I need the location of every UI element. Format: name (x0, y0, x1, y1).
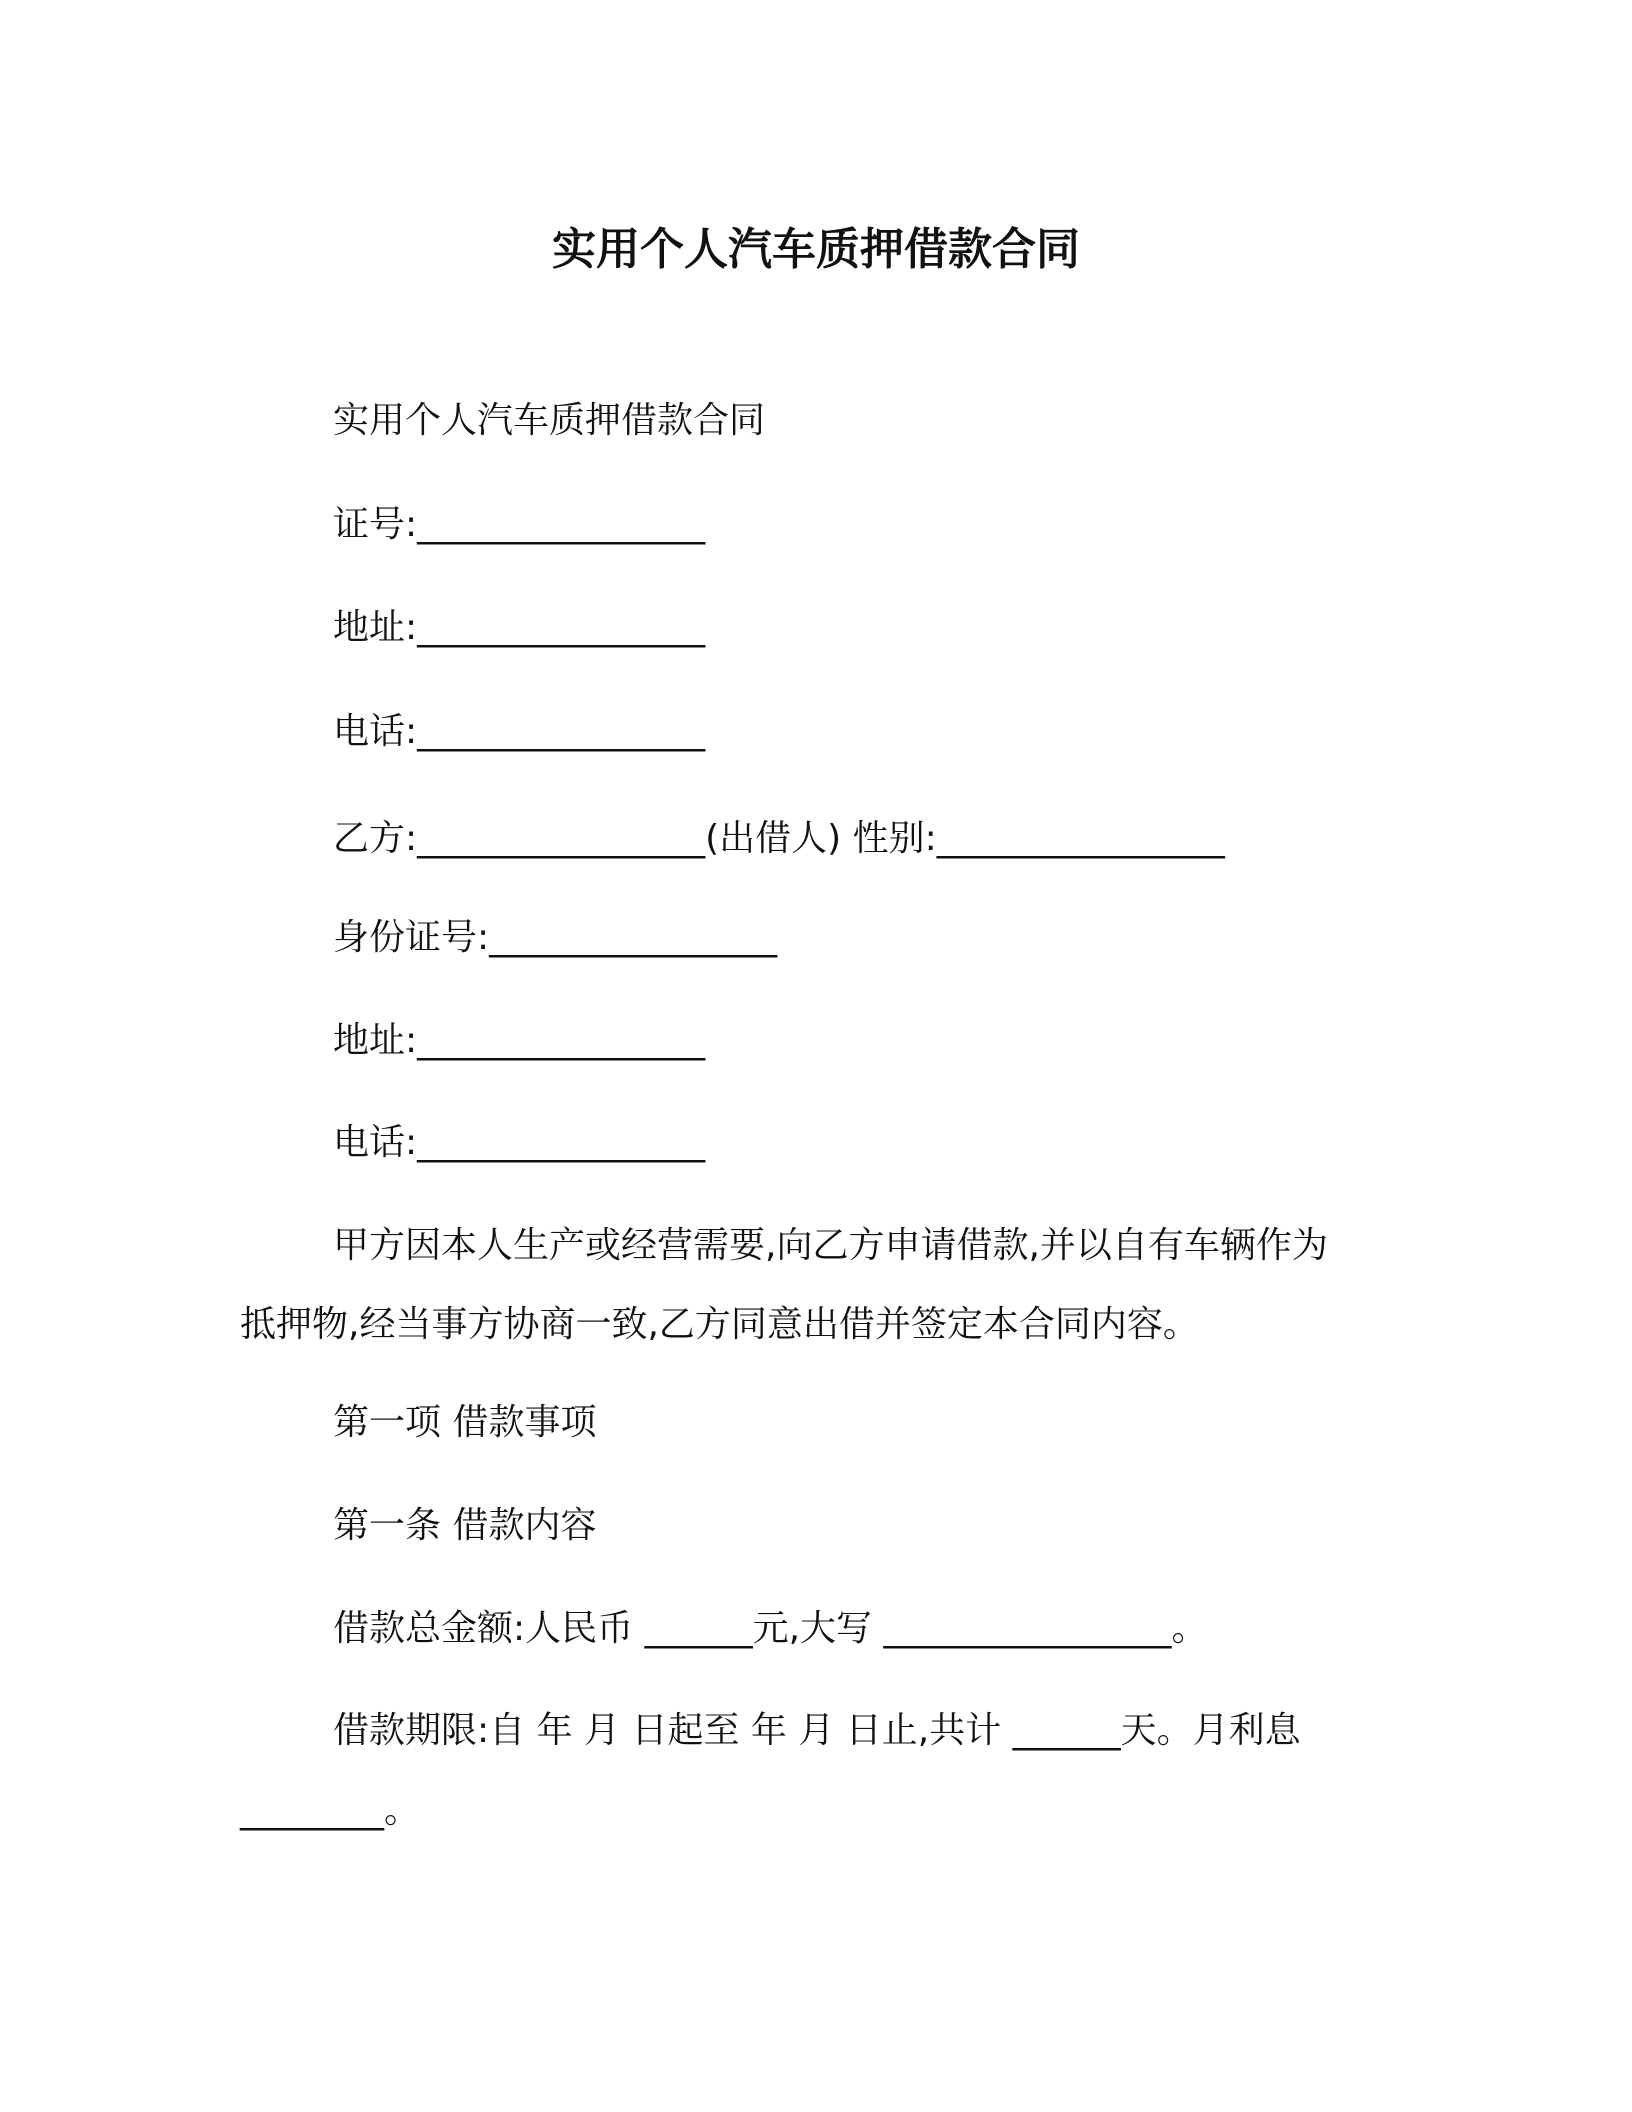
loan-term-line-2: ________。 (240, 1790, 421, 1831)
party-a-phone-line: 电话:________________ (333, 711, 706, 752)
party-b-address-line: 地址:________________ (333, 1020, 706, 1061)
document-title: 实用个人汽车质押借款合同 (552, 224, 1080, 275)
party-b-id-line: 身份证号:________________ (333, 917, 778, 958)
party-a-id-line: 证号:________________ (333, 504, 706, 545)
party-b-line: 乙方:________________(出借人) 性别:________________ (333, 818, 1225, 859)
section-heading: 第一项 借款事项 (333, 1402, 597, 1443)
loan-term-line-1: 借款期限:自 年 月 日起至 年 月 日止,共计 ______天。月利息 (333, 1710, 1301, 1751)
party-b-phone-line: 电话:________________ (333, 1122, 706, 1163)
loan-amount-line: 借款总金额:人民币 ______元,大写 ________________。 (333, 1608, 1208, 1649)
party-a-address-line: 地址:________________ (333, 607, 706, 648)
article-heading: 第一条 借款内容 (333, 1505, 597, 1546)
preamble-line-1: 甲方因本人生产或经营需要,向乙方申请借款,并以自有车辆作为 (333, 1225, 1328, 1266)
subtitle-line: 实用个人汽车质押借款合同 (333, 400, 766, 441)
preamble-line-2: 抵押物,经当事方协商一致,乙方同意出借并签定本合同内容。 (240, 1304, 1199, 1345)
